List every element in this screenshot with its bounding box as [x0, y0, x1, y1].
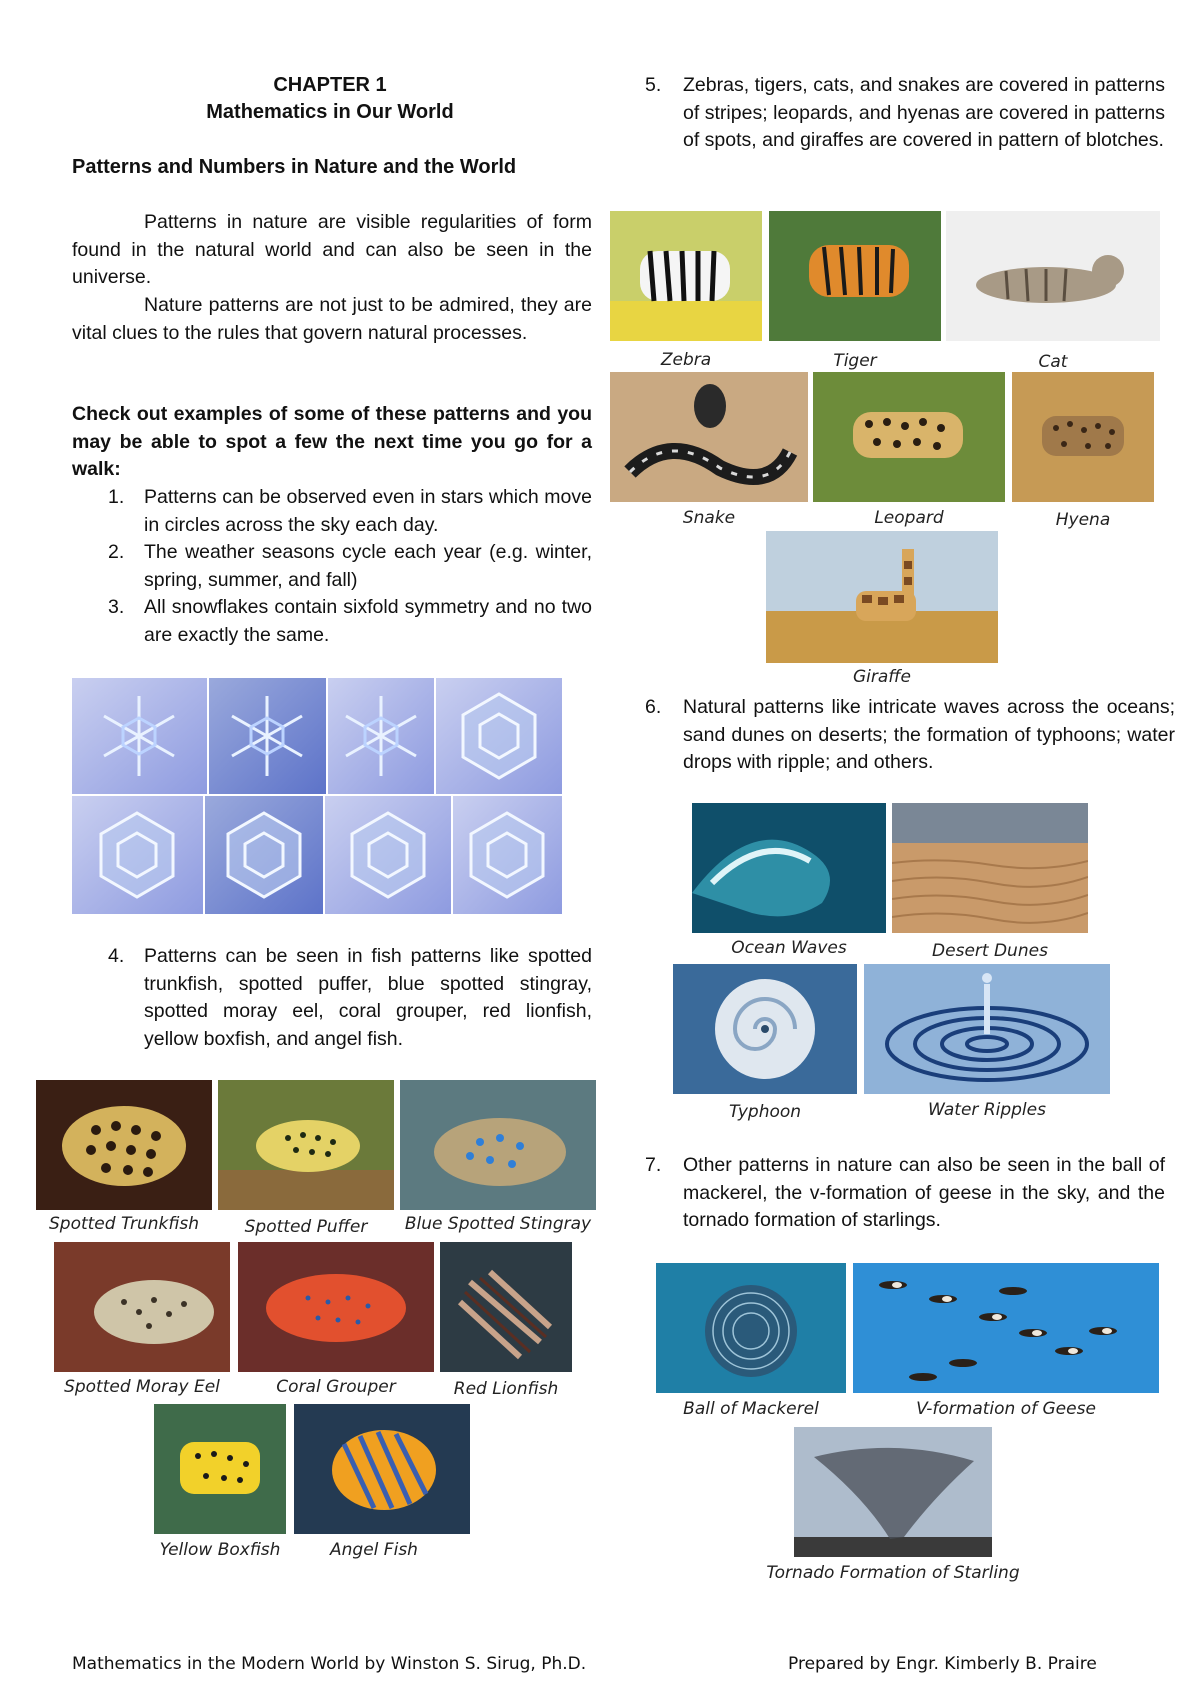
- section-heading: Patterns and Numbers in Nature and the World: [72, 156, 517, 178]
- list-number: 2.: [108, 541, 125, 563]
- spotted-trunkfish-photo: [36, 1080, 212, 1210]
- list-item-7-block: [645, 1152, 1165, 1235]
- list-item: [645, 1152, 1165, 1235]
- caption-water-ripples: Water Ripples: [928, 1100, 1046, 1120]
- snowflakes-picture: [72, 678, 562, 914]
- cat-photo: [946, 211, 1160, 341]
- ball-of-mackerel-photo: [656, 1263, 846, 1393]
- list-item-text: Patterns can be observed even in stars which move in circles across the sky each day.: [144, 486, 592, 536]
- coral-grouper-photo: [238, 1242, 434, 1372]
- ocean-waves-photo: [692, 803, 886, 933]
- angel-fish-photo: [294, 1404, 470, 1534]
- tiger-photo: [769, 211, 941, 341]
- hyena-photo: [1012, 372, 1154, 502]
- list-item-text: The weather seasons cycle each year (e.g. winter, spring, summer, and fall): [144, 541, 592, 591]
- chapter-title: CHAPTER 1: [273, 74, 387, 96]
- caption-hyena: Hyena: [1055, 510, 1111, 530]
- checkout-paragraph: Check out examples of some of these patterns and you may be able to spot a few the next time you go for a walk:: [72, 403, 592, 480]
- v-formation-of-geese-photo: [853, 1263, 1159, 1393]
- list-item: [72, 484, 592, 539]
- snake-photo: [610, 372, 808, 502]
- blue-spotted-stingray-photo: [400, 1080, 596, 1210]
- desert-dunes-photo: [892, 803, 1088, 933]
- list-number: 1.: [108, 486, 125, 508]
- snowflake-image-grid: [72, 678, 562, 914]
- list-item-6-block: [645, 694, 1175, 777]
- list-item-text: Patterns can be seen in fish patterns like spotted trunkfish, spotted puffer, blue spotted stingray, spotted moray eel, coral grouper, red lionfish, yellow boxfish, and angel fish.: [144, 945, 592, 1050]
- list-item: [645, 72, 1165, 155]
- footer-left: Mathematics in the Modern World by Winston S. Sirug, Ph.D.: [72, 1654, 587, 1674]
- caption-zebra: Zebra: [660, 350, 712, 370]
- caption-ball-of-mackerel: Ball of Mackerel: [683, 1399, 819, 1419]
- caption-red-lionfish: Red Lionfish: [453, 1379, 559, 1399]
- caption-typhoon: Typhoon: [728, 1102, 802, 1122]
- list-item-text: All snowflakes contain sixfold symmetry and no two are exactly the same.: [144, 596, 592, 646]
- caption-angel-fish: Angel Fish: [330, 1540, 418, 1560]
- intro-paragraph-1: Patterns in nature are visible regularities of form found in the natural world and can also be seen in the universe.: [72, 211, 592, 288]
- list-number: 6.: [645, 696, 662, 718]
- list-item-text: Natural patterns like intricate waves across the oceans; sand dunes on deserts; the formation of typhoons; water drops with ripple; and others.: [683, 696, 1175, 773]
- spotted-puffer-photo: [218, 1080, 394, 1210]
- spotted-moray-eel-photo: [54, 1242, 230, 1372]
- yellow-boxfish-photo: [154, 1404, 286, 1534]
- caption-cat: Cat: [1038, 352, 1068, 372]
- caption-giraffe: Giraffe: [852, 667, 912, 687]
- list-item-5-block: [645, 72, 1165, 155]
- caption-yellow-boxfish: Yellow Boxfish: [159, 1540, 281, 1560]
- footer-right: Prepared by Engr. Kimberly B. Praire: [788, 1654, 1097, 1674]
- caption-leopard: Leopard: [874, 508, 944, 528]
- list-items-1-3: [72, 484, 592, 649]
- caption-tornado-formation-of-starling: Tornado Formation of Starling: [766, 1563, 1020, 1583]
- caption-ocean-waves: Ocean Waves: [731, 938, 847, 958]
- caption-spotted-puffer: Spotted Puffer: [244, 1217, 368, 1237]
- list-item: [645, 694, 1175, 777]
- caption-spotted-moray-eel: Spotted Moray Eel: [64, 1377, 220, 1397]
- caption-v-formation-of-geese: V-formation of Geese: [916, 1399, 1096, 1419]
- caption-spotted-trunkfish: Spotted Trunkfish: [48, 1214, 200, 1234]
- leopard-photo: [813, 372, 1005, 502]
- tornado-formation-of-starling-photo: [794, 1427, 992, 1557]
- list-item: [72, 594, 592, 649]
- list-item: [72, 943, 592, 1053]
- typhoon-photo: [673, 964, 857, 1094]
- caption-desert-dunes: Desert Dunes: [932, 941, 1048, 961]
- chapter-subtitle: Mathematics in Our World: [206, 101, 454, 123]
- list-number: 5.: [645, 74, 662, 96]
- caption-snake: Snake: [682, 508, 736, 528]
- list-number: 4.: [108, 945, 125, 967]
- list-item-text: Zebras, tigers, cats, and snakes are covered in patterns of stripes; leopards, and hyenas are covered in patterns of spots, and giraffes are covered in pattern of blotches.: [683, 74, 1165, 151]
- list-number: 3.: [108, 596, 125, 618]
- list-item-4-block: [72, 943, 592, 1053]
- intro-paragraph-2: Nature patterns are not just to be admired, they are vital clues to the rules that govern natural processes.: [72, 294, 592, 344]
- giraffe-photo: [766, 531, 998, 663]
- zebra-photo: [610, 211, 762, 341]
- list-item: [72, 539, 592, 594]
- caption-tiger: Tiger: [833, 351, 877, 371]
- water-ripples-photo: [864, 964, 1110, 1094]
- red-lionfish-photo: [440, 1242, 572, 1372]
- caption-blue-spotted-stingray: Blue Spotted Stingray: [404, 1214, 592, 1234]
- list-number: 7.: [645, 1154, 662, 1176]
- caption-coral-grouper: Coral Grouper: [276, 1377, 396, 1397]
- list-item-text: Other patterns in nature can also be seen in the ball of mackerel, the v-formation of geese in the sky, and the tornado formation of starlings.: [683, 1154, 1165, 1231]
